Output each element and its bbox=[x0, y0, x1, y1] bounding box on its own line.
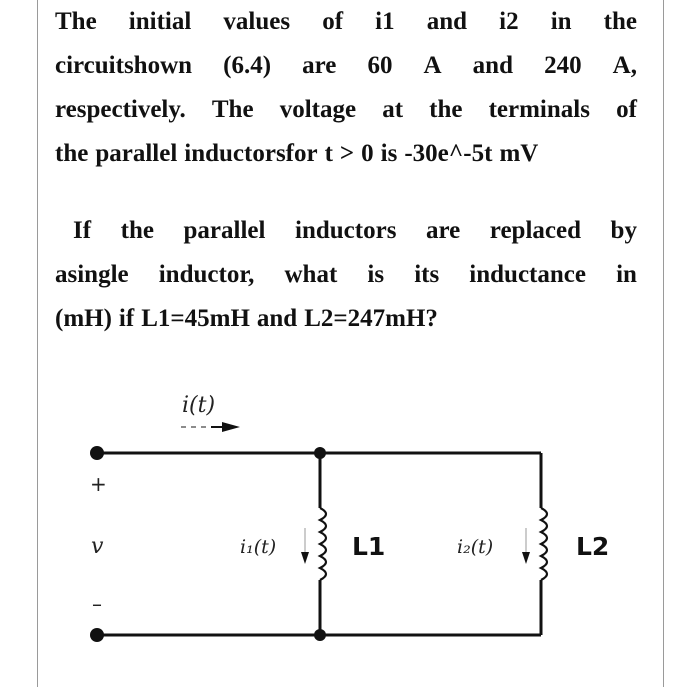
word: is bbox=[380, 140, 398, 167]
word: 240 bbox=[544, 52, 582, 79]
branch2-arrow-head bbox=[522, 552, 530, 564]
voltage-label: v bbox=[91, 534, 104, 559]
word: in bbox=[616, 261, 637, 288]
word: inductorsfor bbox=[184, 140, 318, 167]
word: L2=247mH? bbox=[304, 305, 438, 332]
inductor-L1-coil bbox=[320, 508, 326, 580]
word: The bbox=[211, 96, 254, 123]
current-arrow-head bbox=[222, 422, 240, 432]
word: values bbox=[223, 8, 291, 35]
word: are bbox=[425, 217, 461, 244]
word: of bbox=[616, 96, 637, 123]
word: L1=45mH bbox=[141, 305, 250, 332]
word: and bbox=[426, 8, 468, 35]
word: in bbox=[550, 8, 572, 35]
word: circuitshown bbox=[55, 52, 193, 79]
word: 0 bbox=[361, 140, 374, 167]
word: i2 bbox=[499, 8, 519, 35]
minus-sign: – bbox=[92, 592, 102, 616]
word: (6.4) bbox=[223, 52, 272, 79]
word: the bbox=[429, 96, 463, 123]
word: mV bbox=[499, 140, 539, 167]
word: its bbox=[414, 261, 440, 288]
branch1-current-label: i₁(t) bbox=[240, 536, 277, 558]
word: voltage bbox=[279, 96, 357, 123]
word: A bbox=[423, 52, 442, 79]
bottom-terminal bbox=[90, 628, 104, 642]
word: if bbox=[118, 305, 135, 332]
word: The bbox=[55, 8, 97, 35]
word: inductors bbox=[295, 217, 397, 244]
word: parallel bbox=[95, 140, 178, 167]
word: t bbox=[324, 140, 333, 167]
word: inductor, bbox=[158, 261, 255, 288]
word: (mH) bbox=[55, 305, 112, 332]
word: asingle bbox=[55, 261, 129, 288]
branch2-current-label: i₂(t) bbox=[457, 536, 494, 558]
word: terminals bbox=[488, 96, 590, 123]
branch1-arrow-head bbox=[301, 552, 309, 564]
word: > bbox=[339, 140, 355, 167]
word: the bbox=[603, 8, 637, 35]
word: are bbox=[302, 52, 337, 79]
word: replaced bbox=[489, 217, 581, 244]
inductor-L1-label: L1 bbox=[352, 532, 386, 561]
word: 60 bbox=[367, 52, 393, 79]
word: and bbox=[256, 305, 298, 332]
word: what bbox=[284, 261, 338, 288]
word: i1 bbox=[375, 8, 395, 35]
word: at bbox=[382, 96, 404, 123]
word: and bbox=[472, 52, 513, 79]
word: respectively. bbox=[55, 96, 186, 123]
word: is bbox=[367, 261, 385, 288]
word: initial bbox=[128, 8, 192, 35]
word: the bbox=[120, 217, 154, 244]
inductor-L2-coil bbox=[541, 508, 547, 580]
source-current-label: i(t) bbox=[182, 393, 216, 418]
inductor-L2-label: L2 bbox=[576, 532, 610, 561]
word: inductance bbox=[469, 261, 586, 288]
word: A, bbox=[612, 52, 637, 79]
plus-sign: + bbox=[90, 472, 107, 496]
word: the bbox=[55, 140, 89, 167]
word: by bbox=[610, 217, 637, 244]
word: parallel bbox=[183, 217, 266, 244]
word: -30e^-5t bbox=[404, 140, 493, 167]
word: of bbox=[322, 8, 344, 35]
word: If bbox=[73, 217, 92, 244]
top-terminal bbox=[90, 446, 104, 460]
